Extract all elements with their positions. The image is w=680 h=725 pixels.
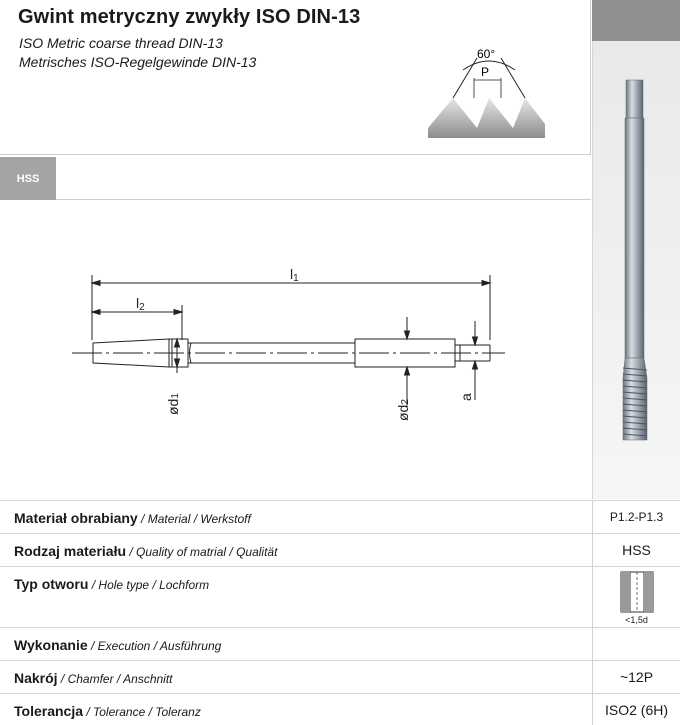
d2-label: ød2	[395, 399, 411, 421]
technical-drawing	[60, 255, 520, 425]
spec-label: Tolerancja	[14, 703, 83, 719]
d1-label: ød1	[165, 393, 181, 415]
spec-label: Materiał obrabiany	[14, 510, 138, 526]
spec-row-chamfer	[0, 660, 680, 693]
spec-row-quality	[0, 533, 680, 566]
l2-label: l2	[136, 295, 145, 313]
spec-label-translation: / Execution / Ausführung	[87, 639, 222, 653]
spec-label: Typ otworu	[14, 576, 89, 592]
tap-tool-icon	[615, 78, 655, 443]
tab-divider	[56, 199, 591, 200]
spec-row-execution	[0, 627, 680, 660]
spec-value: ISO2 (6H)	[592, 694, 680, 725]
spec-value: ~12P	[592, 661, 680, 693]
angle-label: 60°	[477, 47, 496, 61]
subtitle-en: ISO Metric coarse thread DIN-13	[19, 35, 223, 51]
spec-label-translation: / Chamfer / Anschnitt	[57, 672, 173, 686]
spec-value: HSS	[592, 534, 680, 566]
spec-label-translation: / Hole type / Lochform	[88, 578, 210, 592]
a-label: a	[458, 393, 474, 401]
l1-label: l1	[290, 266, 299, 284]
pitch-label: P	[481, 65, 490, 79]
subtitle-de: Metrisches ISO-Regelgewinde DIN-13	[19, 54, 257, 70]
right-column-header	[592, 0, 680, 41]
page-title: Gwint metryczny zwykły ISO DIN-13	[18, 6, 361, 28]
spec-label: Rodzaj materiału	[14, 543, 127, 559]
blind-hole-icon	[619, 570, 655, 614]
spec-value	[592, 567, 680, 627]
spec-row-tolerance	[0, 693, 680, 725]
spec-label-translation: / Tolerance / Toleranz	[83, 705, 201, 719]
spec-label-translation: / Material / Werkstoff	[137, 512, 251, 526]
spec-value: P1.2-P1.3	[592, 501, 680, 533]
spec-row-hole-type	[0, 566, 680, 627]
spec-label-translation: / Quality of matrial / Qualität	[126, 545, 278, 559]
spec-row-material	[0, 500, 680, 533]
thread-profile-icon	[425, 40, 550, 140]
spec-label: Nakrój	[14, 670, 58, 686]
hole-caption: <1,5d	[625, 614, 648, 625]
spec-label: Wykonanie	[14, 637, 88, 653]
material-tab[interactable]: HSS	[0, 157, 56, 200]
spec-value	[592, 628, 680, 660]
